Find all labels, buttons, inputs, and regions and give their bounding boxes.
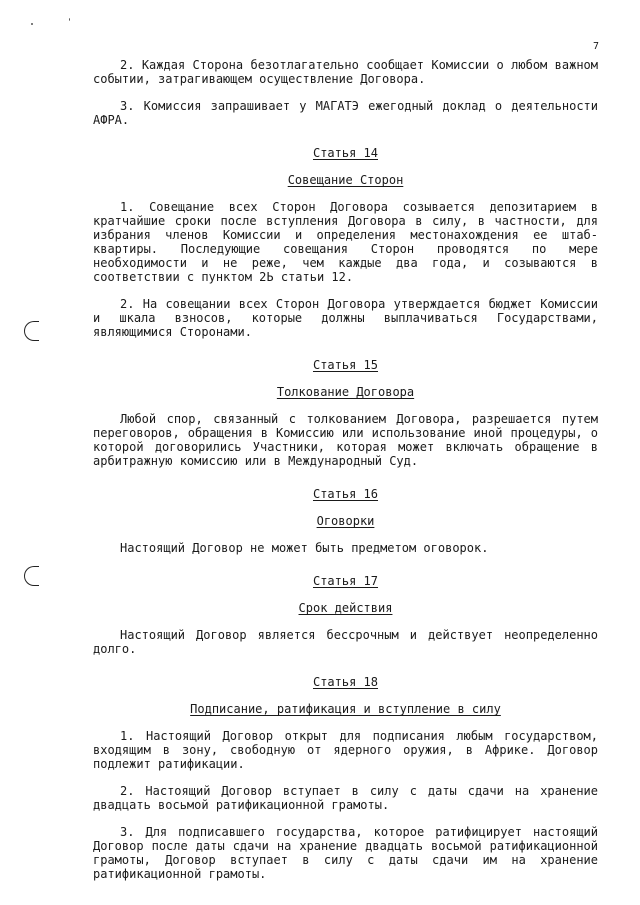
article-title: Срок действия [298,601,393,615]
paragraph: 1. Совещание всех Сторон Договора созывается депозитарием в кратчайшие сроки после вступления Договора в силу, в частности, для избрания членов Комиссии и определения местонахождения ее штаб-квартиры. Последующие совещания Сторон проводятся по мере необходимости и не реже, чем каждые два года, и созываются в соответствии с пунктом 2Ь статьи 12. [93,200,598,284]
article-title: Подписание, ратификация и вступление в силу [190,702,501,716]
paragraph: 2. Настоящий Договор вступает в силу с даты сдачи на хранение двадцать восьмой ратификационной грамоты. [93,784,598,812]
article-title: Толкование Договора [276,385,415,399]
article-title: Совещание Сторон [287,173,404,187]
paragraph: Любой спор, связанный с толкованием Договора, разрешается путем переговоров, обращения в Комиссию или использование иной процедуры, о которой договорились Участники, которая может включать обращение в арбитражную комиссию или в Международный Суд. [93,412,598,468]
paragraph: 3. Для подписавшего государства, которое ратифицирует настоящий Договор после даты сдачи на хранение двадцать восьмой ратификационной грамоты, Договор вступает в силу с даты сдачи им на хранение ратификационной грамоты. [93,825,598,881]
article-heading: Статья 16 [312,487,379,501]
article-heading: Статья 14 [312,146,379,160]
paragraph: Настоящий Договор не может быть предметом оговорок. [120,541,489,555]
article-title: Оговорки [316,514,375,528]
paragraph: Настоящий Договор является бессрочным и действует неопределенно долго. [93,628,598,656]
paragraph: 3. Комиссия запрашивает у МАГАТЭ ежегодный доклад о деятельности АФРА. [93,99,598,127]
scan-speck [69,18,70,21]
binder-hole-mark [24,321,39,341]
page-number: 7 [593,41,600,52]
paragraph: 2. На совещании всех Сторон Договора утверждается бюджет Комиссии и шкала взносов, которые должны выплачиваться Государствами, являющимися Сторонами. [93,297,598,339]
scan-speck [31,23,33,25]
article-heading: Статья 18 [312,675,379,689]
article-heading: Статья 17 [312,574,379,588]
article-heading: Статья 15 [312,358,379,372]
document-body [93,58,598,881]
paragraph: 1. Настоящий Договор открыт для подписания любым государством, входящим в зону, свободную от ядерного оружия, в Африке. Договор подлежит ратификации. [93,729,598,771]
paragraph: 2. Каждая Сторона безотлагательно сообщает Комиссии о любом важном событии, затрагивающем осуществление Договора. [93,58,598,86]
binder-hole-mark [24,566,39,586]
